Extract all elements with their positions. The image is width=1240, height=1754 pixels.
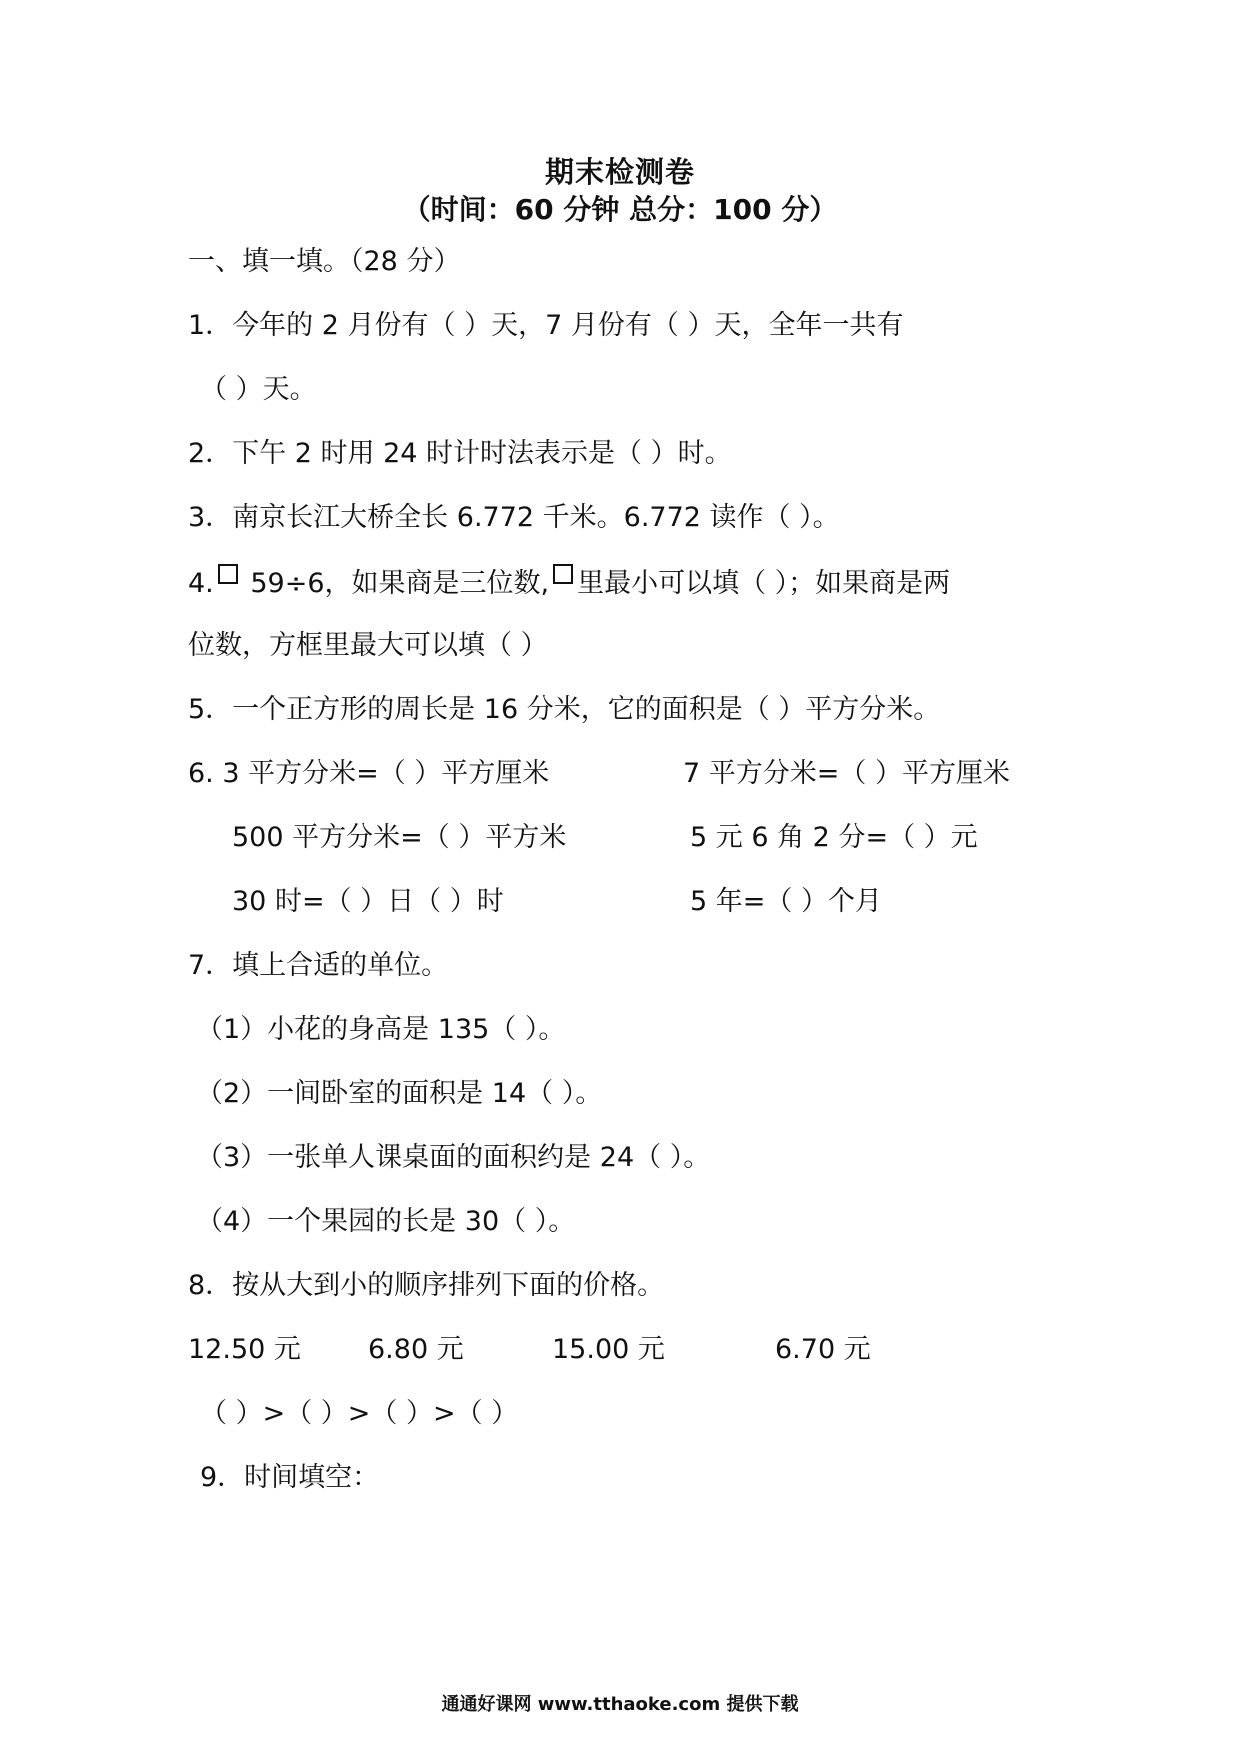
- question-6-a: 6. 3 平方分米=（ ）平方厘米: [188, 758, 550, 789]
- price-order-answer: （ ）>（ ）>（ ）>（ ）: [200, 1398, 519, 1429]
- question-7: 7．填上合适的单位。: [188, 950, 449, 981]
- price-2: 6.80 元: [368, 1334, 464, 1365]
- page-subtitle: （时间：60 分钟 总分：100 分）: [402, 193, 838, 226]
- question-7-4: （4）一个果园的长是 30（ ）。: [196, 1206, 576, 1237]
- section-heading: 一、填一填。（28 分）: [188, 246, 461, 277]
- question-4-line-1: [188, 564, 950, 602]
- question-6-b: 7 平方分米=（ ）平方厘米: [683, 758, 1010, 789]
- question-4-line-2: 位数，方框里最大可以填（ ）: [188, 630, 548, 661]
- question-4-middle: 59÷6，如果商是三位数,: [241, 568, 550, 599]
- question-7-1: （1）小花的身高是 135（ ）。: [196, 1014, 566, 1045]
- question-1-line-1: 1．今年的 2 月份有（ ）天，7 月份有（ ）天，全年一共有: [188, 310, 904, 341]
- question-5: 5．一个正方形的周长是 16 分米，它的面积是（ ）平方分米。: [188, 694, 941, 725]
- question-6-c: 500 平方分米=（ ）平方米: [232, 822, 567, 853]
- question-6-d: 5 元 6 角 2 分=（ ）元: [690, 822, 978, 853]
- question-7-3: （3）一张单人课桌面的面积约是 24（ ）。: [196, 1142, 711, 1173]
- question-3: 3．南京长江大桥全长 6.772 千米。6.772 读作（ ）。: [188, 502, 840, 533]
- question-1-line-2: （ ）天。: [200, 374, 317, 405]
- price-3: 15.00 元: [552, 1334, 665, 1365]
- price-1: 12.50 元: [188, 1334, 301, 1365]
- price-4: 6.70 元: [775, 1334, 871, 1365]
- footer-credit: 通通好课网 www.tthaoke.com 提供下载: [441, 1694, 799, 1715]
- question-7-2: （2）一间卧室的面积是 14（ ）。: [196, 1078, 603, 1109]
- blank-box-icon: [553, 564, 573, 584]
- question-6-e: 30 时=（ ）日（ ）时: [232, 886, 504, 917]
- question-9: 9．时间填空：: [200, 1462, 380, 1493]
- question-6-f: 5 年=（ ）个月: [690, 886, 882, 917]
- page-title: 期末检测卷: [544, 155, 695, 189]
- question-2: 2．下午 2 时用 24 时计时法表示是（ ）时。: [188, 438, 732, 469]
- question-4-end: 里最小可以填（ ）；如果商是两: [577, 568, 951, 599]
- blank-box-icon: [218, 564, 238, 584]
- question-8: 8．按从大到小的顺序排列下面的价格。: [188, 1270, 665, 1301]
- question-4-number: 4.: [188, 568, 214, 599]
